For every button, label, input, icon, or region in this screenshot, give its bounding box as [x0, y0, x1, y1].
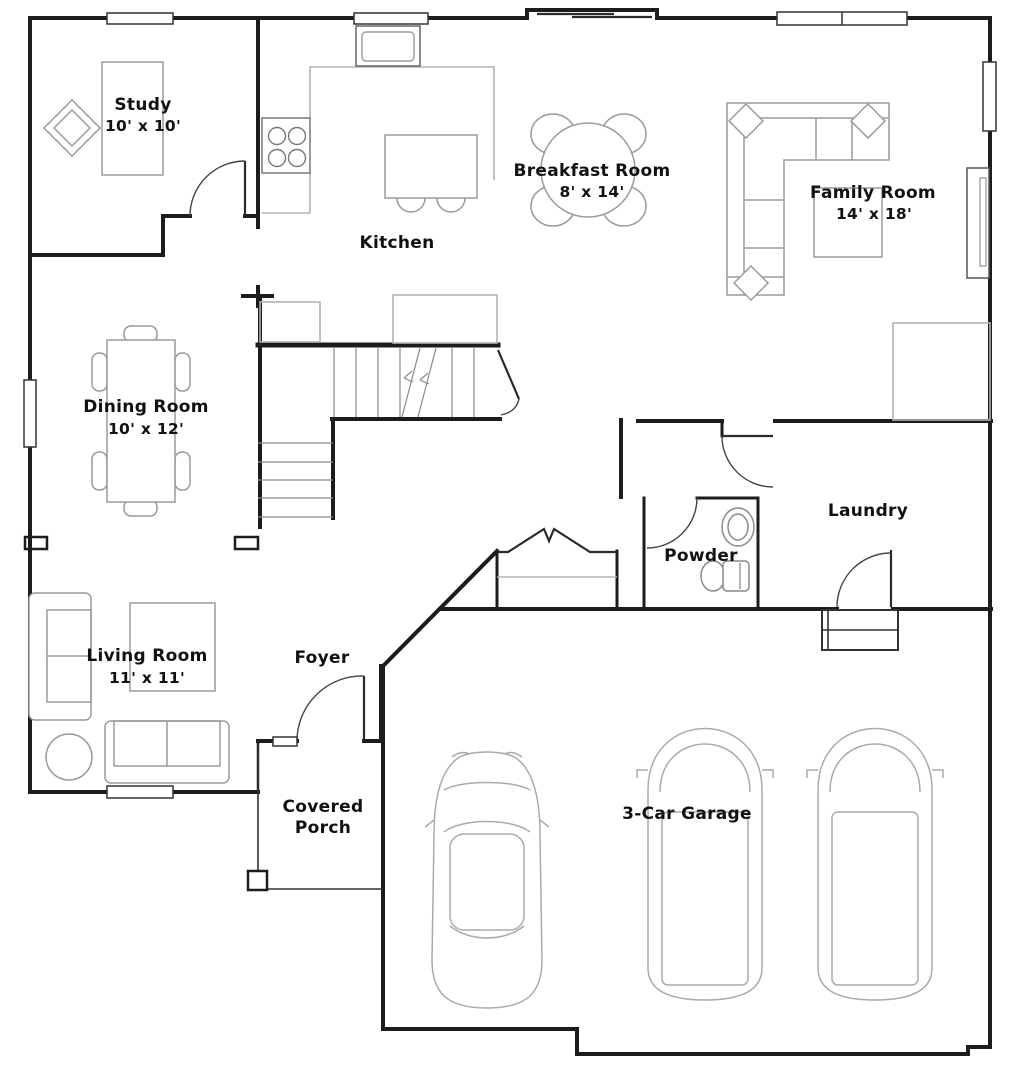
hall-door	[722, 436, 773, 487]
study-chair	[44, 100, 100, 156]
kitchen-counter-return	[260, 302, 320, 342]
porch-column	[248, 871, 267, 890]
study-door	[190, 161, 245, 216]
sofa-horizontal	[105, 721, 229, 783]
exterior-walls	[30, 10, 990, 1054]
closet-bifold-doors	[497, 529, 617, 577]
stair-break-lines	[402, 348, 436, 417]
pantry	[393, 295, 497, 343]
family-room-window	[777, 12, 907, 25]
dining-chair	[175, 353, 190, 391]
kitchen-island	[385, 135, 477, 212]
room-label-foyer: Foyer	[294, 648, 350, 668]
fireplace	[967, 168, 989, 278]
room-label-dining: Dining Room	[83, 397, 209, 417]
kitchen-sink	[356, 26, 420, 66]
powder-door	[647, 498, 697, 548]
side-table	[46, 734, 92, 780]
dining-chair	[92, 353, 107, 391]
living-room-furniture	[29, 593, 229, 783]
room-dims-breakfast: 8' x 14'	[559, 183, 625, 201]
room-label-porch-line2: Porch	[294, 818, 352, 838]
sofa-vertical	[29, 593, 91, 720]
kitchen-window	[354, 13, 428, 24]
front-door	[273, 676, 364, 746]
stair-direction-arrow	[404, 371, 429, 384]
room-label-living: Living Room	[86, 646, 208, 666]
room-dims-living: 11' x 11'	[108, 669, 186, 687]
staircase	[258, 348, 474, 517]
room-dims-study: 10' x 10'	[104, 117, 182, 135]
room-label-family: Family Room	[810, 183, 936, 203]
car-detailed	[425, 752, 549, 1008]
stair-landing-door	[498, 350, 519, 415]
laundry-door	[837, 550, 891, 607]
kitchen-fixtures	[260, 26, 497, 343]
island-stool	[437, 198, 465, 212]
island-stool	[397, 198, 425, 212]
dining-window	[24, 380, 36, 447]
garage-entry-steps	[822, 610, 898, 650]
front-door-sidelight	[273, 737, 297, 746]
room-label-garage: 3-Car Garage	[622, 804, 752, 824]
room-label-study: Study	[114, 95, 172, 115]
room-label-laundry: Laundry	[827, 501, 909, 521]
built-in-cabinet	[893, 323, 990, 420]
family-room-furniture	[727, 103, 990, 420]
dining-chair	[175, 452, 190, 490]
room-dims-dining: 10' x 12'	[107, 420, 185, 438]
living-room-window	[107, 786, 173, 798]
wall-stub-right	[235, 537, 258, 549]
car-outline-1	[637, 729, 773, 1001]
room-label-breakfast: Breakfast Room	[513, 161, 671, 181]
dining-chair	[92, 452, 107, 490]
room-label-porch-line1: Covered	[282, 797, 364, 817]
patio-sliding-door	[537, 14, 652, 17]
room-label-powder: Powder	[664, 546, 738, 566]
room-label-kitchen: Kitchen	[359, 233, 435, 253]
stove	[262, 118, 310, 173]
car-outline-2	[807, 729, 943, 1001]
room-dims-family: 14' x 18'	[835, 205, 913, 223]
family-room-side-window	[983, 62, 996, 131]
study-window	[107, 13, 173, 24]
